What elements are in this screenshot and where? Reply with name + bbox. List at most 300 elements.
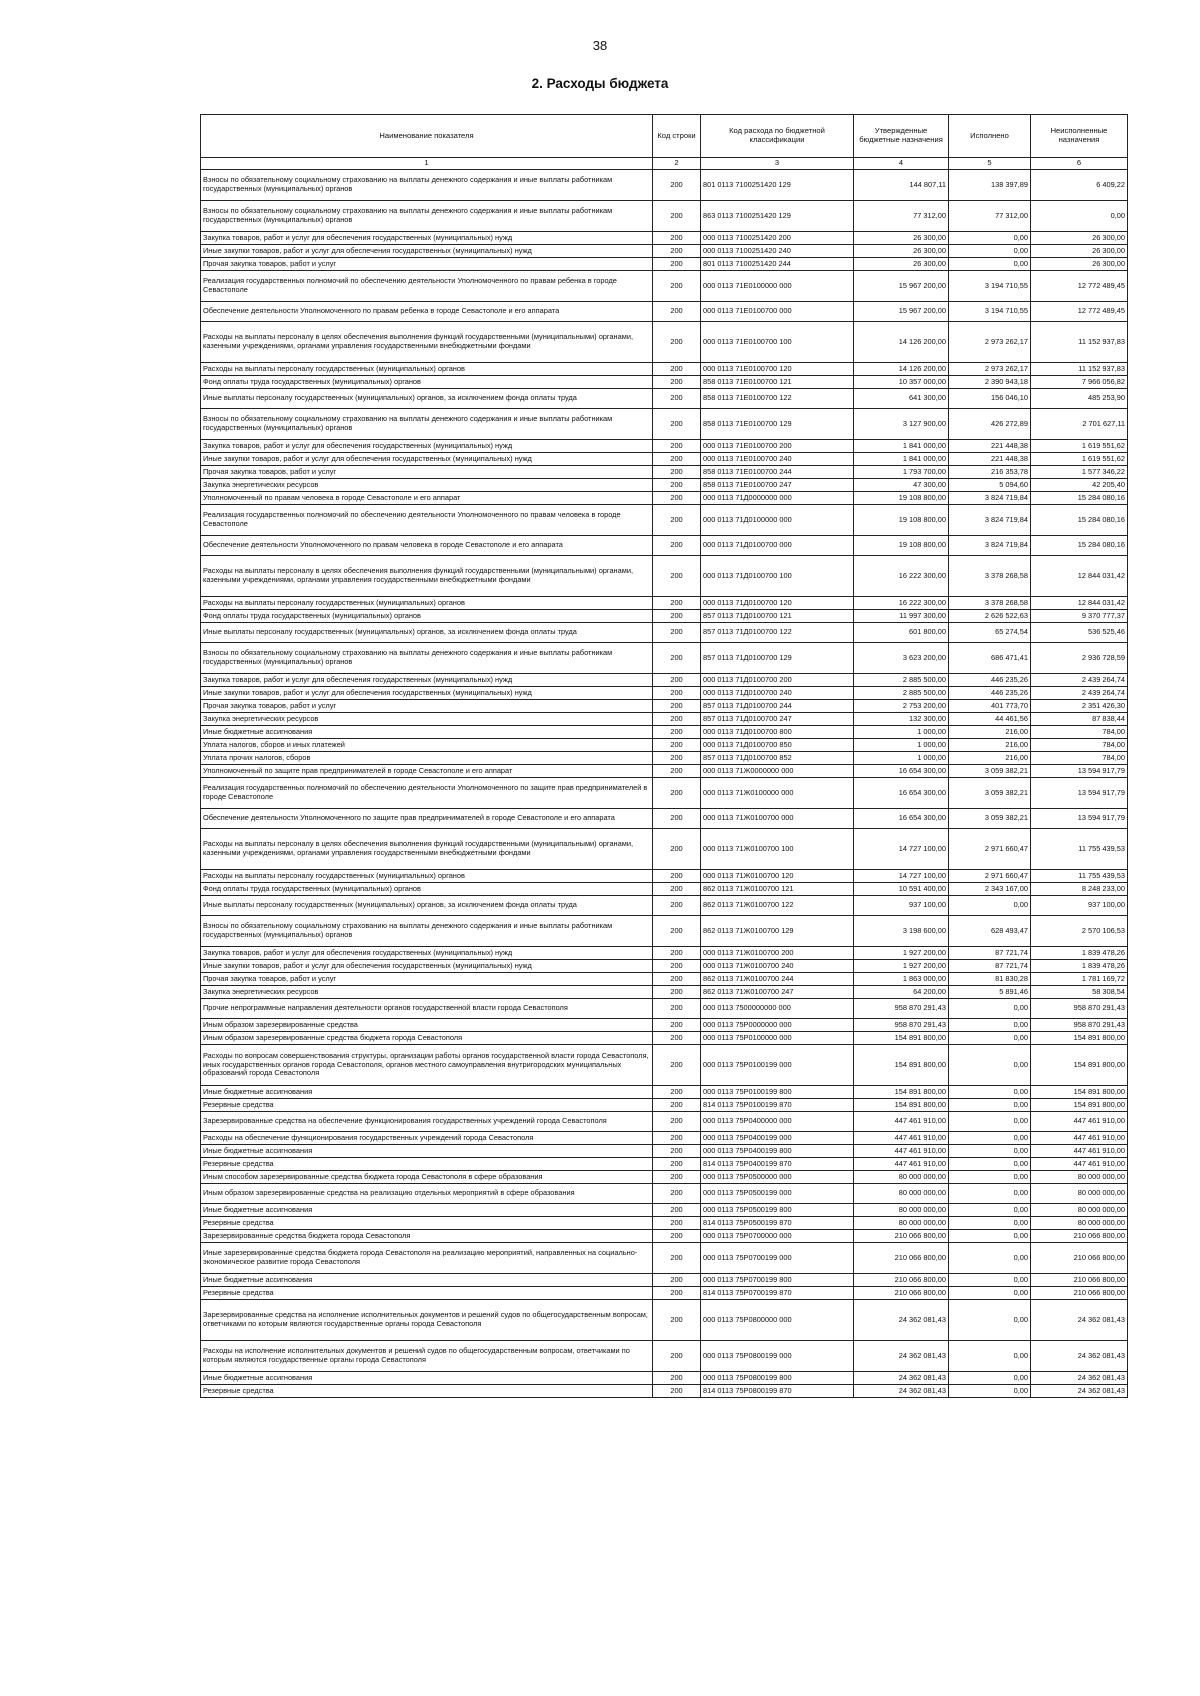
- row-line-code: 200: [653, 1274, 701, 1287]
- row-line-code: 200: [653, 1217, 701, 1230]
- row-name: Иные бюджетные ассигнования: [201, 1145, 653, 1158]
- row-executed: 5 891,46: [949, 986, 1031, 999]
- table-row: [201, 960, 1128, 973]
- row-name: Иные выплаты персоналу государственных (муниципальных) органов, за исключением фонда оплаты труда: [201, 389, 653, 409]
- row-approved: 1 841 000,00: [854, 440, 949, 453]
- row-unexecuted: 210 066 800,00: [1031, 1243, 1128, 1274]
- row-executed: 628 493,47: [949, 916, 1031, 947]
- table-row: [201, 1032, 1128, 1045]
- row-line-code: 200: [653, 201, 701, 232]
- row-executed: 0,00: [949, 1132, 1031, 1145]
- row-executed: 0,00: [949, 1032, 1031, 1045]
- row-line-code: 200: [653, 245, 701, 258]
- row-line-code: 200: [653, 536, 701, 556]
- row-line-code: 200: [653, 829, 701, 870]
- row-line-code: 200: [653, 492, 701, 505]
- row-executed: 3 824 719,84: [949, 505, 1031, 536]
- row-executed: 156 046,10: [949, 389, 1031, 409]
- row-approved: 15 967 200,00: [854, 271, 949, 302]
- row-expense-code: 000 0113 71Д0100700 200: [701, 674, 854, 687]
- row-executed: 0,00: [949, 1099, 1031, 1112]
- row-name: Иные закупки товаров, работ и услуг для обеспечения государственных (муниципальных) нужд: [201, 453, 653, 466]
- table-row: [201, 1145, 1128, 1158]
- row-unexecuted: 154 891 800,00: [1031, 1045, 1128, 1086]
- row-approved: 14 126 200,00: [854, 363, 949, 376]
- row-unexecuted: 2 351 426,30: [1031, 700, 1128, 713]
- table-row: [201, 479, 1128, 492]
- row-expense-code: 000 0113 71Д0100700 100: [701, 556, 854, 597]
- row-name: Расходы на обеспечение функционирования государственных учреждений города Севастополя: [201, 1132, 653, 1145]
- row-expense-code: 000 0113 71Ж0100700 100: [701, 829, 854, 870]
- row-name: Резервные средства: [201, 1099, 653, 1112]
- column-number: 5: [949, 158, 1031, 170]
- row-approved: 937 100,00: [854, 896, 949, 916]
- row-expense-code: 000 0113 71Ж0100700 240: [701, 960, 854, 973]
- row-line-code: 200: [653, 1112, 701, 1132]
- row-unexecuted: 1 577 346,22: [1031, 466, 1128, 479]
- row-approved: 47 300,00: [854, 479, 949, 492]
- row-approved: 958 870 291,43: [854, 999, 949, 1019]
- row-unexecuted: 12 772 489,45: [1031, 302, 1128, 322]
- row-line-code: 200: [653, 896, 701, 916]
- row-line-code: 200: [653, 170, 701, 201]
- row-approved: 19 108 800,00: [854, 492, 949, 505]
- row-expense-code: 857 0113 71Д0100700 244: [701, 700, 854, 713]
- row-line-code: 200: [653, 376, 701, 389]
- row-line-code: 200: [653, 479, 701, 492]
- table-row: [201, 258, 1128, 271]
- row-line-code: 200: [653, 1145, 701, 1158]
- row-executed: 3 378 268,58: [949, 556, 1031, 597]
- row-line-code: 200: [653, 1184, 701, 1204]
- row-name: Закупка энергетических ресурсов: [201, 713, 653, 726]
- row-unexecuted: 1 839 478,26: [1031, 960, 1128, 973]
- table-row: [201, 674, 1128, 687]
- row-line-code: 200: [653, 809, 701, 829]
- row-approved: 958 870 291,43: [854, 1019, 949, 1032]
- row-unexecuted: 24 362 081,43: [1031, 1372, 1128, 1385]
- row-executed: 216,00: [949, 739, 1031, 752]
- row-approved: 2 753 200,00: [854, 700, 949, 713]
- row-unexecuted: 42 205,40: [1031, 479, 1128, 492]
- row-expense-code: 000 0113 71Д0100700 850: [701, 739, 854, 752]
- row-expense-code: 000 0113 71Д0100700 120: [701, 597, 854, 610]
- row-unexecuted: 2 570 106,53: [1031, 916, 1128, 947]
- row-executed: 0,00: [949, 1385, 1031, 1398]
- row-name: Уплата прочих налогов, сборов: [201, 752, 653, 765]
- row-name: Фонд оплаты труда государственных (муниципальных) органов: [201, 376, 653, 389]
- row-line-code: 200: [653, 1019, 701, 1032]
- row-approved: 16 654 300,00: [854, 809, 949, 829]
- row-unexecuted: 1 619 551,62: [1031, 453, 1128, 466]
- row-name: Реализация государственных полномочий по обеспечению деятельности Уполномоченного по защите прав предпринимателей в городе Севастополе: [201, 778, 653, 809]
- row-name: Иным образом зарезервированные средства: [201, 1019, 653, 1032]
- row-line-code: 200: [653, 453, 701, 466]
- row-approved: 1 927 200,00: [854, 960, 949, 973]
- row-expense-code: 000 0113 75Р0100000 000: [701, 1032, 854, 1045]
- table-row: [201, 1099, 1128, 1112]
- row-line-code: 200: [653, 1086, 701, 1099]
- row-approved: 16 654 300,00: [854, 778, 949, 809]
- row-name: Иные бюджетные ассигнования: [201, 1086, 653, 1099]
- table-row: [201, 883, 1128, 896]
- table-row: [201, 870, 1128, 883]
- row-approved: 10 591 400,00: [854, 883, 949, 896]
- row-unexecuted: 210 066 800,00: [1031, 1287, 1128, 1300]
- row-approved: 2 885 500,00: [854, 687, 949, 700]
- row-line-code: 200: [653, 960, 701, 973]
- row-name: Прочая закупка товаров, работ и услуг: [201, 973, 653, 986]
- row-executed: 3 194 710,55: [949, 271, 1031, 302]
- row-expense-code: 814 0113 75Р0800199 870: [701, 1385, 854, 1398]
- row-unexecuted: 0,00: [1031, 201, 1128, 232]
- page-number: 38: [592, 38, 608, 53]
- row-approved: 132 300,00: [854, 713, 949, 726]
- row-expense-code: 000 0113 71Ж0100000 000: [701, 778, 854, 809]
- row-approved: 14 727 100,00: [854, 829, 949, 870]
- row-unexecuted: 15 284 080,16: [1031, 505, 1128, 536]
- row-approved: 601 800,00: [854, 623, 949, 643]
- row-expense-code: 857 0113 71Д0100700 129: [701, 643, 854, 674]
- row-expense-code: 000 0113 75Р0700199 000: [701, 1243, 854, 1274]
- row-expense-code: 000 0113 75Р0800199 000: [701, 1341, 854, 1372]
- row-approved: 24 362 081,43: [854, 1300, 949, 1341]
- row-executed: 2 626 522,63: [949, 610, 1031, 623]
- table-row: [201, 726, 1128, 739]
- table-row: [201, 201, 1128, 232]
- row-line-code: 200: [653, 556, 701, 597]
- row-expense-code: 000 0113 75Р0500199 800: [701, 1204, 854, 1217]
- table-row: [201, 610, 1128, 623]
- row-line-code: 200: [653, 999, 701, 1019]
- row-name: Закупка товаров, работ и услуг для обеспечения государственных (муниципальных) нужд: [201, 674, 653, 687]
- row-approved: 154 891 800,00: [854, 1032, 949, 1045]
- row-line-code: 200: [653, 1300, 701, 1341]
- row-name: Расходы на исполнение исполнительных документов и решений судов по общегосударственным вопросам, ответчиками по которым являются государственные органы города Севастополя: [201, 1341, 653, 1372]
- header-line-code: Код строки: [653, 115, 701, 158]
- row-name: Прочая закупка товаров, работ и услуг: [201, 700, 653, 713]
- row-unexecuted: 2 701 627,11: [1031, 409, 1128, 440]
- row-line-code: 200: [653, 505, 701, 536]
- row-unexecuted: 784,00: [1031, 726, 1128, 739]
- row-line-code: 200: [653, 870, 701, 883]
- row-name: Иные закупки товаров, работ и услуг для обеспечения государственных (муниципальных) нужд: [201, 245, 653, 258]
- row-executed: 81 830,28: [949, 973, 1031, 986]
- row-expense-code: 000 0113 7100251420 200: [701, 232, 854, 245]
- table-row: [201, 597, 1128, 610]
- row-name: Взносы по обязательному социальному страхованию на выплаты денежного содержания и иные выплаты работникам государственных (муниципальных) органов: [201, 409, 653, 440]
- row-executed: 0,00: [949, 1171, 1031, 1184]
- row-unexecuted: 6 409,22: [1031, 170, 1128, 201]
- row-approved: 16 222 300,00: [854, 556, 949, 597]
- row-expense-code: 862 0113 71Ж0100700 244: [701, 973, 854, 986]
- table-row: [201, 1132, 1128, 1145]
- row-expense-code: 000 0113 71Д0100700 240: [701, 687, 854, 700]
- row-name: Прочая закупка товаров, работ и услуг: [201, 466, 653, 479]
- row-unexecuted: 80 000 000,00: [1031, 1171, 1128, 1184]
- header-unexecuted: Неисполненные назначения: [1031, 115, 1128, 158]
- row-name: Иные бюджетные ассигнования: [201, 726, 653, 739]
- row-approved: 26 300,00: [854, 232, 949, 245]
- row-approved: 447 461 910,00: [854, 1112, 949, 1132]
- row-unexecuted: 485 253,90: [1031, 389, 1128, 409]
- table-row: [201, 713, 1128, 726]
- row-expense-code: 000 0113 7100251420 240: [701, 245, 854, 258]
- row-expense-code: 000 0113 75Р0700000 000: [701, 1230, 854, 1243]
- row-line-code: 200: [653, 610, 701, 623]
- table-row: [201, 623, 1128, 643]
- row-approved: 24 362 081,43: [854, 1341, 949, 1372]
- table-row: [201, 1300, 1128, 1341]
- row-unexecuted: 87 838,44: [1031, 713, 1128, 726]
- row-line-code: 200: [653, 302, 701, 322]
- row-name: Резервные средства: [201, 1385, 653, 1398]
- row-unexecuted: 154 891 800,00: [1031, 1086, 1128, 1099]
- row-name: Расходы на выплаты персоналу государственных (муниципальных) органов: [201, 597, 653, 610]
- row-name: Обеспечение деятельности Уполномоченного по правам ребенка в городе Севастополе и его аппарата: [201, 302, 653, 322]
- row-approved: 64 200,00: [854, 986, 949, 999]
- row-executed: 686 471,41: [949, 643, 1031, 674]
- table-row: [201, 1217, 1128, 1230]
- row-unexecuted: 2 439 264,74: [1031, 687, 1128, 700]
- row-name: Обеспечение деятельности Уполномоченного по правам человека в городе Севастополе и его аппарата: [201, 536, 653, 556]
- table-row: [201, 1112, 1128, 1132]
- row-unexecuted: 958 870 291,43: [1031, 999, 1128, 1019]
- row-approved: 1 841 000,00: [854, 453, 949, 466]
- row-executed: 2 973 262,17: [949, 363, 1031, 376]
- row-name: Расходы на выплаты персоналу в целях обеспечения выполнения функций государственными (муниципальными) органами, казенными учреждениями, органами управления государственными внебюджетными фондами: [201, 829, 653, 870]
- row-expense-code: 858 0113 71Е0100700 122: [701, 389, 854, 409]
- row-expense-code: 000 0113 75Р0500199 000: [701, 1184, 854, 1204]
- table-row: [201, 700, 1128, 713]
- table-row: [201, 1243, 1128, 1274]
- row-expense-code: 858 0113 71Е0100700 129: [701, 409, 854, 440]
- table-row: [201, 999, 1128, 1019]
- row-expense-code: 000 0113 75Р0100199 800: [701, 1086, 854, 1099]
- table-row: [201, 389, 1128, 409]
- row-executed: 138 397,89: [949, 170, 1031, 201]
- row-line-code: 200: [653, 1287, 701, 1300]
- row-unexecuted: 80 000 000,00: [1031, 1184, 1128, 1204]
- row-approved: 14 126 200,00: [854, 322, 949, 363]
- table-row: [201, 492, 1128, 505]
- row-approved: 447 461 910,00: [854, 1132, 949, 1145]
- row-approved: 1 000,00: [854, 726, 949, 739]
- row-executed: 3 378 268,58: [949, 597, 1031, 610]
- row-name: Иные бюджетные ассигнования: [201, 1372, 653, 1385]
- row-expense-code: 000 0113 75Р0400000 000: [701, 1112, 854, 1132]
- row-approved: 80 000 000,00: [854, 1204, 949, 1217]
- table-row: [201, 1274, 1128, 1287]
- row-unexecuted: 154 891 800,00: [1031, 1032, 1128, 1045]
- row-expense-code: 000 0113 75Р0000000 000: [701, 1019, 854, 1032]
- row-expense-code: 000 0113 71Е0100000 000: [701, 271, 854, 302]
- row-name: Взносы по обязательному социальному страхованию на выплаты денежного содержания и иные выплаты работникам государственных (муниципальных) органов: [201, 643, 653, 674]
- row-expense-code: 000 0113 71Д0100000 000: [701, 505, 854, 536]
- row-line-code: 200: [653, 1132, 701, 1145]
- row-unexecuted: 11 152 937,83: [1031, 363, 1128, 376]
- row-approved: 1 863 000,00: [854, 973, 949, 986]
- row-unexecuted: 7 966 056,82: [1031, 376, 1128, 389]
- row-executed: 0,00: [949, 1372, 1031, 1385]
- row-expense-code: 814 0113 75Р0100199 870: [701, 1099, 854, 1112]
- row-unexecuted: 12 844 031,42: [1031, 556, 1128, 597]
- row-unexecuted: 80 000 000,00: [1031, 1217, 1128, 1230]
- row-approved: 77 312,00: [854, 201, 949, 232]
- row-expense-code: 000 0113 7500000000 000: [701, 999, 854, 1019]
- row-name: Резервные средства: [201, 1287, 653, 1300]
- row-name: Расходы на выплаты персоналу в целях обеспечения выполнения функций государственными (муниципальными) органами, казенными учреждениями, органами управления государственными внебюджетными фондами: [201, 556, 653, 597]
- row-expense-code: 000 0113 71Е0100700 240: [701, 453, 854, 466]
- table-row: [201, 687, 1128, 700]
- row-approved: 19 108 800,00: [854, 505, 949, 536]
- row-executed: 221 448,38: [949, 440, 1031, 453]
- row-line-code: 200: [653, 687, 701, 700]
- row-name: Иные выплаты персоналу государственных (муниципальных) органов, за исключением фонда оплаты труда: [201, 623, 653, 643]
- row-unexecuted: 2 936 728,59: [1031, 643, 1128, 674]
- row-unexecuted: 11 755 439,53: [1031, 829, 1128, 870]
- row-name: Взносы по обязательному социальному страхованию на выплаты денежного содержания и иные выплаты работникам государственных (муниципальных) органов: [201, 916, 653, 947]
- table-row: [201, 466, 1128, 479]
- row-expense-code: 801 0113 7100251420 244: [701, 258, 854, 271]
- table-body: [201, 170, 1128, 1398]
- table-row: [201, 765, 1128, 778]
- table-row: [201, 1158, 1128, 1171]
- row-executed: 0,00: [949, 1274, 1031, 1287]
- row-name: Уплата налогов, сборов и иных платежей: [201, 739, 653, 752]
- row-name: Резервные средства: [201, 1217, 653, 1230]
- row-executed: 87 721,74: [949, 947, 1031, 960]
- table-row: [201, 536, 1128, 556]
- row-unexecuted: 210 066 800,00: [1031, 1230, 1128, 1243]
- row-approved: 80 000 000,00: [854, 1171, 949, 1184]
- table-row: [201, 1204, 1128, 1217]
- row-unexecuted: 447 461 910,00: [1031, 1132, 1128, 1145]
- row-name: Реализация государственных полномочий по обеспечению деятельности Уполномоченного по правам человека в городе Севастополе: [201, 505, 653, 536]
- row-executed: 2 971 660,47: [949, 829, 1031, 870]
- row-expense-code: 862 0113 71Ж0100700 247: [701, 986, 854, 999]
- row-approved: 154 891 800,00: [854, 1086, 949, 1099]
- row-executed: 3 059 382,21: [949, 809, 1031, 829]
- row-unexecuted: 13 594 917,79: [1031, 809, 1128, 829]
- row-line-code: 200: [653, 322, 701, 363]
- row-approved: 641 300,00: [854, 389, 949, 409]
- row-name: Зарезервированные средства бюджета города Севастополя: [201, 1230, 653, 1243]
- row-approved: 16 222 300,00: [854, 597, 949, 610]
- table-row: [201, 778, 1128, 809]
- row-name: Взносы по обязательному социальному страхованию на выплаты денежного содержания и иные выплаты работникам государственных (муниципальных) органов: [201, 201, 653, 232]
- table-row: [201, 1230, 1128, 1243]
- row-line-code: 200: [653, 409, 701, 440]
- row-name: Иные выплаты персоналу государственных (муниципальных) органов, за исключением фонда оплаты труда: [201, 896, 653, 916]
- column-number: 3: [701, 158, 854, 170]
- row-line-code: 200: [653, 726, 701, 739]
- row-executed: 0,00: [949, 1243, 1031, 1274]
- row-name: Взносы по обязательному социальному страхованию на выплаты денежного содержания и иные выплаты работникам государственных (муниципальных) органов: [201, 170, 653, 201]
- column-numbers-row: [201, 158, 1128, 170]
- row-approved: 3 623 200,00: [854, 643, 949, 674]
- row-unexecuted: 447 461 910,00: [1031, 1145, 1128, 1158]
- row-unexecuted: 58 308,54: [1031, 986, 1128, 999]
- row-unexecuted: 8 248 233,00: [1031, 883, 1128, 896]
- row-unexecuted: 12 844 031,42: [1031, 597, 1128, 610]
- row-name: Закупка товаров, работ и услуг для обеспечения государственных (муниципальных) нужд: [201, 232, 653, 245]
- table-row: [201, 739, 1128, 752]
- row-line-code: 200: [653, 778, 701, 809]
- row-approved: 1 927 200,00: [854, 947, 949, 960]
- row-line-code: 200: [653, 700, 701, 713]
- row-unexecuted: 24 362 081,43: [1031, 1341, 1128, 1372]
- header-row: [201, 115, 1128, 158]
- row-executed: 0,00: [949, 1230, 1031, 1243]
- row-expense-code: 801 0113 7100251420 129: [701, 170, 854, 201]
- row-expense-code: 857 0113 71Д0100700 852: [701, 752, 854, 765]
- row-expense-code: 000 0113 71Е0100700 120: [701, 363, 854, 376]
- table-row: [201, 440, 1128, 453]
- table-row: [201, 409, 1128, 440]
- row-line-code: 200: [653, 258, 701, 271]
- row-expense-code: 000 0113 75Р0400199 800: [701, 1145, 854, 1158]
- row-expense-code: 000 0113 71Е0100700 100: [701, 322, 854, 363]
- row-name: Иным способом зарезервированные средства бюджета города Севастополя в сфере образования: [201, 1171, 653, 1184]
- row-unexecuted: 536 525,46: [1031, 623, 1128, 643]
- row-unexecuted: 15 284 080,16: [1031, 492, 1128, 505]
- row-name: Закупка товаров, работ и услуг для обеспечения государственных (муниципальных) нужд: [201, 947, 653, 960]
- row-executed: 401 773,70: [949, 700, 1031, 713]
- row-executed: 2 971 660,47: [949, 870, 1031, 883]
- row-name: Фонд оплаты труда государственных (муниципальных) органов: [201, 883, 653, 896]
- row-expense-code: 000 0113 71Е0100700 000: [701, 302, 854, 322]
- row-executed: 0,00: [949, 1158, 1031, 1171]
- row-approved: 210 066 800,00: [854, 1230, 949, 1243]
- row-executed: 0,00: [949, 1300, 1031, 1341]
- table-row: [201, 916, 1128, 947]
- row-line-code: 200: [653, 389, 701, 409]
- row-name: Уполномоченный по правам человека в городе Севастополе и его аппарат: [201, 492, 653, 505]
- row-line-code: 200: [653, 363, 701, 376]
- table-row: [201, 453, 1128, 466]
- row-line-code: 200: [653, 1158, 701, 1171]
- table-row: [201, 556, 1128, 597]
- row-unexecuted: 11 755 439,53: [1031, 870, 1128, 883]
- row-approved: 210 066 800,00: [854, 1243, 949, 1274]
- row-expense-code: 000 0113 71Ж0100700 120: [701, 870, 854, 883]
- row-line-code: 200: [653, 232, 701, 245]
- row-expense-code: 814 0113 75Р0700199 870: [701, 1287, 854, 1300]
- row-expense-code: 858 0113 71Е0100700 247: [701, 479, 854, 492]
- table-row: [201, 322, 1128, 363]
- row-unexecuted: 13 594 917,79: [1031, 778, 1128, 809]
- row-executed: 3 059 382,21: [949, 765, 1031, 778]
- row-line-code: 200: [653, 973, 701, 986]
- row-name: Прочие непрограммные направления деятельности органов государственной власти города Севастополя: [201, 999, 653, 1019]
- table-row: [201, 302, 1128, 322]
- row-executed: 44 461,56: [949, 713, 1031, 726]
- row-line-code: 200: [653, 986, 701, 999]
- table-row: [201, 1184, 1128, 1204]
- row-approved: 80 000 000,00: [854, 1184, 949, 1204]
- row-line-code: 200: [653, 643, 701, 674]
- row-line-code: 200: [653, 883, 701, 896]
- row-name: Иные закупки товаров, работ и услуг для обеспечения государственных (муниципальных) нужд: [201, 687, 653, 700]
- row-executed: 446 235,26: [949, 687, 1031, 700]
- row-executed: 0,00: [949, 1112, 1031, 1132]
- row-approved: 3 198 600,00: [854, 916, 949, 947]
- row-approved: 80 000 000,00: [854, 1217, 949, 1230]
- header-name: Наименование показателя: [201, 115, 653, 158]
- row-unexecuted: 11 152 937,83: [1031, 322, 1128, 363]
- row-executed: 3 824 719,84: [949, 492, 1031, 505]
